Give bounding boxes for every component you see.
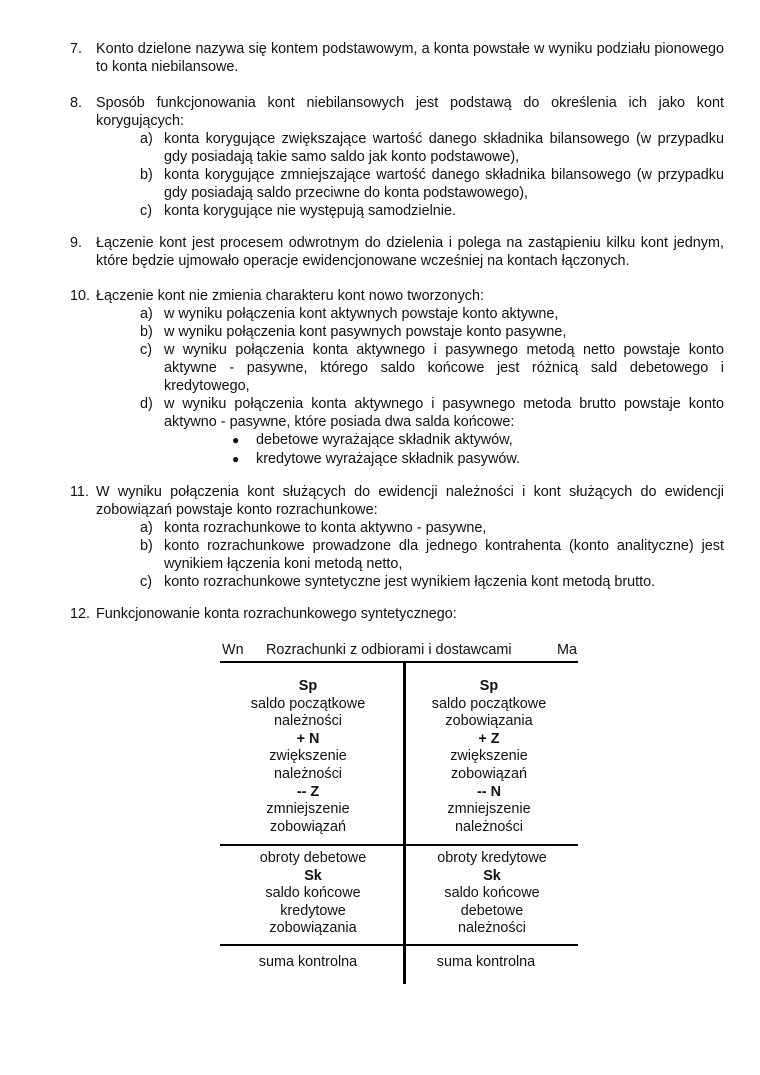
right-sp: Sp xyxy=(479,678,499,694)
bullet-icon: ● xyxy=(232,452,240,466)
sub-item-text: konto rozrachunkowe prowadzone dla jednego kontrahenta (konto analityczne) jest wynikiem łączenia koni metodą netto, xyxy=(164,538,724,572)
right-inc-desc: zobowiązań xyxy=(450,765,527,782)
list-item-9 xyxy=(70,234,724,270)
sub-item xyxy=(140,537,724,573)
item-number: 9. xyxy=(70,235,83,251)
sub-item-text: w wyniku połączenia kont pasywnych powstaje konto pasywne, xyxy=(164,324,567,340)
left-sp: Sp xyxy=(298,678,318,694)
left-dec-desc: zobowiązań xyxy=(269,818,346,835)
left-closing xyxy=(228,850,398,938)
t-account-top-line xyxy=(220,661,578,663)
item-number: 11. xyxy=(70,484,89,500)
left-sk-desc: saldo końcowe xyxy=(265,885,361,902)
right-sk: Sk xyxy=(483,867,501,884)
right-sk-desc: saldo końcowe xyxy=(444,885,540,902)
t-account-header xyxy=(222,641,577,659)
t-account-wn: Wn xyxy=(222,642,244,658)
left-inc-desc: zwiększenie xyxy=(269,748,347,765)
item-number: 10. xyxy=(70,288,91,304)
item-text: Funkcjonowanie konta rozrachunkowego syntetycznego: xyxy=(96,606,457,622)
list-item-7 xyxy=(70,40,724,76)
list-item-11 xyxy=(70,483,724,591)
right-turnover: obroty kredytowe xyxy=(437,850,547,866)
item-text: W wyniku połączenia kont służących do ewidencji należności i kont służących do ewidencji zobowiązań powstaje konto rozrachunkowe: xyxy=(96,484,724,518)
right-inc-desc: zwiększenie xyxy=(450,748,528,765)
sub-item-letter: b) xyxy=(140,538,153,554)
right-dec-desc: zmniejszenie xyxy=(447,801,531,818)
sub-item-text: w wyniku połączenia konta aktywnego i pasywnego metodą netto powstaje konto aktywne - pasywne, którego saldo końcowe jest różnicą sald debetowego i kredytowego, xyxy=(164,342,724,394)
item-number: 7. xyxy=(70,41,83,57)
left-movements xyxy=(223,678,393,836)
bullet-item xyxy=(232,431,724,450)
sub-item-letter: d) xyxy=(140,396,153,412)
sub-item-text: w wyniku połączenia kont aktywnych powstaje konto aktywne, xyxy=(164,306,559,322)
left-control-sum: suma kontrolna xyxy=(258,954,358,970)
right-sp-desc: zobowiązania xyxy=(445,713,533,730)
right-control-sum: suma kontrolna xyxy=(436,954,536,970)
item-number: 12. xyxy=(70,606,91,622)
right-movements xyxy=(404,678,574,836)
sub-item-text: konta korygujące nie występują samodzielnie. xyxy=(164,203,456,219)
sub-item-text: konta korygujące zwiększające wartość danego składnika bilansowego (w przypadku gdy posiadają takie samo saldo jak konto podstawowe), xyxy=(164,131,724,165)
item-number: 8. xyxy=(70,95,83,111)
sub-item-letter: a) xyxy=(140,520,153,536)
left-sp-desc: saldo początkowe xyxy=(250,695,366,712)
item-text: Łączenie kont nie zmienia charakteru kont nowo tworzonych: xyxy=(96,288,484,304)
right-closing xyxy=(407,850,577,938)
right-dec-desc: należności xyxy=(455,818,523,835)
bullet-text: debetowe wyrażające składnik aktywów, xyxy=(256,432,513,448)
item-text: Łączenie kont jest procesem odwrotnym do dzielenia i polega na zastąpieniu kilku kont jednym, które będzie ujmowało operacje ewidencjonowane wcześniej na kontach łączonych. xyxy=(96,235,724,269)
right-inc: + Z xyxy=(478,730,500,747)
sub-item xyxy=(140,395,724,431)
sub-item xyxy=(140,305,724,323)
bullet-item xyxy=(232,450,724,469)
left-dec-desc: zmniejszenie xyxy=(266,801,350,818)
bullet-text: kredytowe wyrażające składnik pasywów. xyxy=(256,451,520,467)
sub-item-letter: b) xyxy=(140,167,153,183)
sub-item-letter: c) xyxy=(140,342,152,358)
sub-item-letter: a) xyxy=(140,306,153,322)
bullet-icon: ● xyxy=(232,433,240,447)
right-sk-desc: należności xyxy=(458,920,526,937)
left-sp-desc: należności xyxy=(274,713,342,730)
sub-item-letter: b) xyxy=(140,324,153,340)
sub-item-letter: c) xyxy=(140,574,152,590)
t-account-ma: Ma xyxy=(557,642,577,658)
item-text: Sposób funkcjonowania kont niebilansowych jest podstawą do określenia ich jako kont korygujących: xyxy=(96,95,724,129)
list-item-12 xyxy=(70,605,724,623)
sub-item xyxy=(140,341,724,395)
sub-item-text: konta rozrachunkowe to konta aktywno - pasywne, xyxy=(164,520,487,536)
sub-item-letter: a) xyxy=(140,131,153,147)
sub-item-text: w wyniku połączenia konta aktywnego i pasywnego metoda brutto powstaje konto aktywno - pasywne, które posiada dwa salda końcowe: xyxy=(164,396,724,430)
t-account-title: Rozrachunki z odbiorami i dostawcami xyxy=(266,642,512,658)
list-item-10 xyxy=(70,287,724,469)
left-inc-desc: należności xyxy=(274,765,342,782)
sub-item-letter: c) xyxy=(140,203,152,219)
sub-item xyxy=(140,166,724,202)
sub-item xyxy=(140,323,724,341)
left-turnover: obroty debetowe xyxy=(259,850,367,866)
left-sk: Sk xyxy=(304,867,322,884)
right-sk-desc: debetowe xyxy=(460,902,524,919)
left-sk-desc: kredytowe xyxy=(280,902,346,919)
sub-item-text: konta korygujące zmniejszające wartość danego składnika bilansowego (w przypadku gdy posiadają saldo przeciwne do konta podstawowego), xyxy=(164,167,724,201)
sub-item-text: konto rozrachunkowe syntetyczne jest wynikiem łączenia kont metodą brutto. xyxy=(164,574,656,590)
left-dec: -- Z xyxy=(296,783,320,800)
list-item-8 xyxy=(70,94,724,220)
sub-item xyxy=(140,202,724,220)
left-sk-desc: zobowiązania xyxy=(269,920,357,937)
right-dec: -- N xyxy=(477,783,501,800)
left-inc: + N xyxy=(296,730,320,747)
right-sp-desc: saldo początkowe xyxy=(431,695,547,712)
t-account-sum-line xyxy=(220,944,578,946)
item-text: Konto dzielone nazywa się kontem podstawowym, a konta powstałe w wyniku podziału pionowego to konta niebilansowe. xyxy=(96,41,724,75)
sub-item xyxy=(140,573,724,591)
t-account-turnover-line xyxy=(220,844,578,846)
sub-item xyxy=(140,130,724,166)
sub-item xyxy=(140,519,724,537)
